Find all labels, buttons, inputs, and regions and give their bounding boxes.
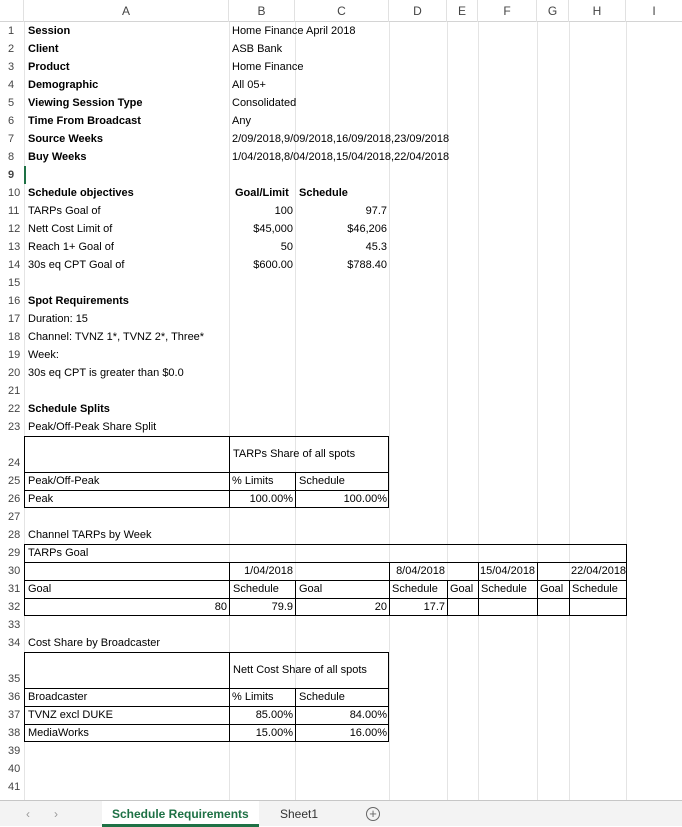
row-37 [0, 706, 682, 724]
cell-a20[interactable]: 30s eq CPT is greater than $0.0 [28, 367, 184, 379]
cell-a34[interactable]: Cost Share by Broadcaster [28, 637, 161, 649]
row-30 [0, 562, 682, 580]
row-number[interactable]: 14 [8, 259, 21, 271]
row-18 [0, 328, 682, 346]
row-number[interactable]: 3 [8, 61, 15, 73]
cell-b13[interactable]: 50 [280, 241, 293, 253]
cell-c38[interactable]: 16.00% [349, 727, 387, 739]
row-15 [0, 274, 682, 292]
cell-h30[interactable]: 22/04/2018 [571, 565, 627, 577]
cell-b2[interactable]: ASB Bank [232, 43, 283, 55]
cell-b25[interactable]: % Limits [232, 475, 274, 487]
cell-b11[interactable]: 100 [274, 205, 293, 217]
cell-c25[interactable]: Schedule [299, 475, 345, 487]
row-38 [0, 724, 682, 742]
row-33 [0, 616, 682, 634]
row-31 [0, 580, 682, 598]
cell-a4[interactable]: Demographic [28, 79, 99, 91]
cell-a29[interactable]: TARPs Goal [28, 547, 89, 559]
cell-b32[interactable]: 79.9 [271, 601, 293, 613]
cell-c36[interactable]: Schedule [299, 691, 345, 703]
row-number[interactable]: 36 [8, 691, 21, 703]
sheet-tab-sheet1[interactable]: Sheet1 [280, 807, 319, 821]
cell-a38[interactable]: MediaWorks [28, 727, 89, 739]
row-28 [0, 526, 682, 544]
row-22 [0, 400, 682, 418]
prev-sheet-icon[interactable]: ‹ [26, 807, 30, 821]
row-number[interactable]: 28 [8, 529, 21, 541]
row-1 [0, 22, 682, 40]
cell-a6[interactable]: Time From Broadcast [28, 115, 141, 127]
cell-b14[interactable]: $600.00 [253, 259, 293, 271]
cell-a13[interactable]: Reach 1+ Goal of [28, 241, 114, 253]
row-27 [0, 508, 682, 526]
row-number[interactable]: 38 [8, 727, 21, 739]
row-number[interactable]: 41 [8, 781, 21, 793]
cell-b5[interactable]: Consolidated [232, 97, 297, 109]
row-32 [0, 598, 682, 616]
cell-a14[interactable]: 30s eq CPT Goal of [28, 259, 125, 271]
cell-a31[interactable]: Goal [28, 583, 52, 595]
row-6 [0, 112, 682, 130]
row-3 [0, 58, 682, 76]
row-number[interactable]: 40 [8, 763, 21, 775]
column-header-e[interactable]: E [447, 0, 478, 22]
row-number[interactable]: 13 [8, 241, 21, 253]
row-9 [0, 166, 682, 184]
cell-a26[interactable]: Peak [28, 493, 54, 505]
row-number[interactable]: 10 [8, 187, 21, 199]
row-24 [0, 436, 682, 472]
row-19 [0, 346, 682, 364]
cell-c10[interactable]: Schedule [299, 187, 348, 199]
row-number[interactable]: 1 [8, 25, 15, 37]
row-number[interactable]: 2 [8, 43, 15, 55]
row-number[interactable]: 4 [8, 79, 15, 91]
cell-d31[interactable]: Schedule [392, 583, 438, 595]
cell-b36[interactable]: % Limits [232, 691, 274, 703]
row-number[interactable]: 6 [8, 115, 15, 127]
cell-e31[interactable]: Goal [450, 583, 474, 595]
row-40 [0, 760, 682, 778]
cell-a1[interactable]: Session [28, 25, 71, 37]
row-14 [0, 256, 682, 274]
row-34 [0, 634, 682, 652]
cell-b35[interactable]: Nett Cost Share of all spots [233, 664, 367, 676]
cell-a28[interactable]: Channel TARPs by Week [28, 529, 152, 541]
next-sheet-icon[interactable]: › [54, 807, 58, 821]
row-number[interactable]: 24 [8, 457, 21, 469]
cell-b24[interactable]: TARPs Share of all spots [233, 448, 356, 460]
row-number[interactable]: 35 [8, 673, 21, 685]
row-7 [0, 130, 682, 148]
row-number[interactable]: 17 [8, 313, 21, 325]
row-number[interactable]: 39 [8, 745, 21, 757]
cell-b8[interactable]: 1/04/2018,8/04/2018,15/04/2018,22/04/2018 [232, 151, 450, 163]
row-2 [0, 40, 682, 58]
row-number[interactable]: 11 [8, 205, 20, 217]
row-16 [0, 292, 682, 310]
row-number[interactable]: 15 [8, 277, 21, 289]
cell-a36[interactable]: Broadcaster [28, 691, 88, 703]
column-header-i[interactable]: I [652, 4, 656, 18]
column-header-a[interactable]: A [24, 0, 229, 22]
row-number[interactable]: 32 [8, 601, 21, 613]
row-number[interactable]: 29 [8, 547, 21, 559]
row-number[interactable]: 7 [8, 133, 15, 145]
column-header-c[interactable]: C [295, 0, 389, 22]
row-25 [0, 472, 682, 490]
row-23 [0, 418, 682, 436]
cell-g31[interactable]: Goal [540, 583, 564, 595]
cell-c12[interactable]: $46,206 [347, 223, 387, 235]
sheet-tab-schedule-requirements[interactable]: Schedule Requirements [102, 801, 259, 827]
active-cell-indicator [24, 166, 26, 184]
cell-c14[interactable]: $788.40 [347, 259, 387, 271]
row-12 [0, 220, 682, 238]
cell-a22[interactable]: Schedule Splits [28, 403, 110, 415]
cell-a12[interactable]: Nett Cost Limit of [28, 223, 113, 235]
cell-a7[interactable]: Source Weeks [28, 133, 104, 145]
column-header-g[interactable]: G [537, 0, 569, 22]
cell-a25[interactable]: Peak/Off-Peak [28, 475, 100, 487]
cell-a19[interactable]: Week: [28, 349, 59, 361]
cell-b7[interactable]: 2/09/2018,9/09/2018,16/09/2018,23/09/2018 [232, 133, 450, 145]
cell-a11[interactable]: TARPs Goal of [28, 205, 101, 217]
row-39 [0, 742, 682, 760]
cell-a3[interactable]: Product [28, 61, 70, 73]
cell-d30[interactable]: 8/04/2018 [396, 565, 445, 577]
row-41 [0, 778, 682, 796]
cell-c13[interactable]: 45.3 [365, 241, 387, 253]
cell-a2[interactable]: Client [28, 43, 59, 55]
cell-f30[interactable]: 15/04/2018 [480, 565, 536, 577]
row-number[interactable]: 34 [8, 637, 21, 649]
cell-b12[interactable]: $45,000 [253, 223, 293, 235]
cell-c31[interactable]: Goal [299, 583, 323, 595]
row-5 [0, 94, 682, 112]
cell-c26[interactable]: 100.00% [343, 493, 387, 505]
spreadsheet-grid[interactable] [0, 22, 682, 800]
row-number[interactable]: 18 [8, 331, 21, 343]
cell-b3[interactable]: Home Finance [232, 61, 304, 73]
column-header-b[interactable]: B [229, 0, 295, 22]
row-number[interactable]: 21 [8, 385, 21, 397]
row-4 [0, 76, 682, 94]
cell-a5[interactable]: Viewing Session Type [28, 97, 143, 109]
cell-b4[interactable]: All 05+ [232, 79, 266, 91]
row-number[interactable]: 16 [8, 295, 21, 307]
cell-b6[interactable]: Any [232, 115, 251, 127]
row-number[interactable]: 23 [8, 421, 21, 433]
column-header-bar [0, 0, 682, 22]
cell-c11[interactable]: 97.7 [365, 205, 387, 217]
row-13 [0, 238, 682, 256]
cell-b26[interactable]: 100.00% [249, 493, 293, 505]
cell-b37[interactable]: 85.00% [255, 709, 293, 721]
cell-a18[interactable]: Channel: TVNZ 1*, TVNZ 2*, Three* [28, 331, 205, 343]
row-17 [0, 310, 682, 328]
column-header-h[interactable]: H [569, 0, 626, 22]
row-number[interactable]: 12 [8, 223, 21, 235]
cell-b30[interactable]: 1/04/2018 [244, 565, 293, 577]
row-number[interactable]: 25 [8, 475, 21, 487]
cell-f31[interactable]: Schedule [481, 583, 527, 595]
cell-b31[interactable]: Schedule [233, 583, 279, 595]
row-number[interactable]: 30 [8, 565, 21, 577]
row-number[interactable]: 27 [8, 511, 21, 523]
cell-c37[interactable]: 84.00% [349, 709, 387, 721]
cell-b1[interactable]: Home Finance April 2018 [232, 25, 356, 37]
row-26 [0, 490, 682, 508]
row-29 [0, 544, 682, 562]
cell-a17[interactable]: Duration: 15 [28, 313, 88, 325]
row-number[interactable]: 37 [8, 709, 21, 721]
row-35 [0, 652, 682, 688]
row-number[interactable]: 31 [8, 583, 21, 595]
cell-a16[interactable]: Spot Requirements [28, 295, 129, 307]
row-21 [0, 382, 682, 400]
row-number[interactable]: 19 [8, 349, 21, 361]
select-all-corner[interactable] [0, 0, 24, 22]
row-11 [0, 202, 682, 220]
row-number[interactable]: 5 [8, 97, 15, 109]
cell-b38[interactable]: 15.00% [255, 727, 293, 739]
cell-a37[interactable]: TVNZ excl DUKE [28, 709, 113, 721]
cell-h31[interactable]: Schedule [572, 583, 618, 595]
row-number[interactable]: 20 [8, 367, 21, 379]
row-20 [0, 364, 682, 382]
column-header-f[interactable]: F [478, 0, 537, 22]
row-number[interactable]: 8 [8, 151, 15, 163]
row-number[interactable]: 26 [8, 493, 21, 505]
row-36 [0, 688, 682, 706]
cell-d32[interactable]: 17.7 [423, 601, 445, 613]
sheet-tab-bar [0, 800, 682, 826]
row-number[interactable]: 22 [8, 403, 21, 415]
cell-a32[interactable]: 80 [214, 601, 227, 613]
row-10 [0, 184, 682, 202]
add-sheet-icon[interactable]: + [366, 807, 380, 821]
column-header-d[interactable]: D [389, 0, 447, 22]
row-number[interactable]: 33 [8, 619, 21, 631]
row-number[interactable]: 9 [8, 169, 15, 181]
cell-c32[interactable]: 20 [374, 601, 387, 613]
row-8 [0, 148, 682, 166]
cell-b10[interactable]: Goal/Limit [235, 187, 289, 199]
cell-a10[interactable]: Schedule objectives [28, 187, 134, 199]
cell-a8[interactable]: Buy Weeks [28, 151, 87, 163]
cell-a23[interactable]: Peak/Off-Peak Share Split [28, 421, 157, 433]
